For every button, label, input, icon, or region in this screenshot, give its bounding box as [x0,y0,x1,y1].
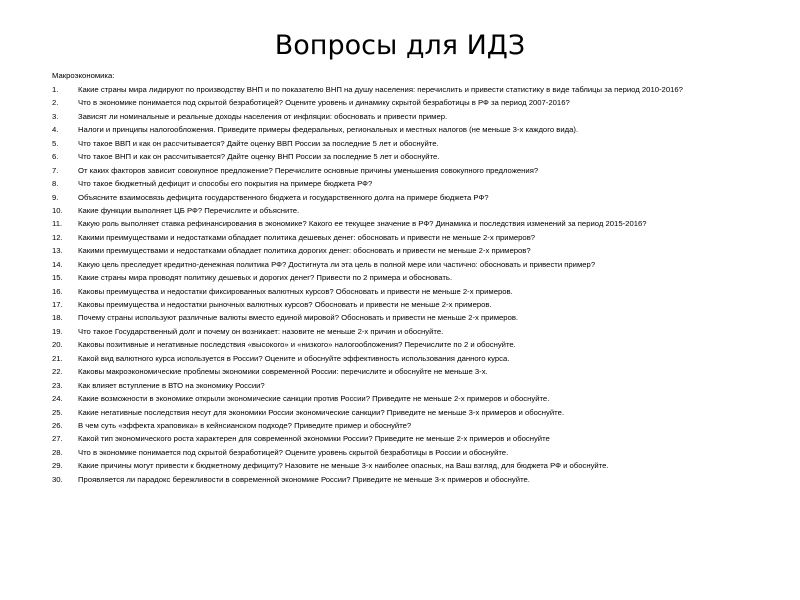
question-item [52,97,752,108]
question-item [52,165,752,176]
question-item [52,447,752,458]
question-number: 8. [52,179,59,189]
page-title: Вопросы для ИДЗ [274,30,526,61]
question-item [52,272,752,283]
question-item [52,407,752,418]
question-list-container [52,70,752,487]
question-number: 19. [52,326,63,336]
question-item [52,286,752,297]
question-text: Что в экономике понимается под скрытой безработицей? Оцените уровень скрытой безработицы в России и обоснуйте. [78,447,509,457]
question-text: Какой тип экономического роста характерен для современной экономики России? Приведите не меньше 2-х примеров и обоснуйте [78,434,550,444]
question-number: 27. [52,434,63,444]
question-text: Проявляется ли парадокс бережливости в современной экономике России? Приведите не меньше 3-х примеров и обоснуйте. [78,474,530,484]
question-text: Каковы преимущества и недостатки фиксированных валютных курсов? Обосновать и привести не меньше 2-х примеров. [78,286,513,296]
question-text: Какие страны мира лидируют по производству ВНП и по показателю ВНП на душу населения: перечислить и привести статистику в виде таблицы за период 2010-2016? [78,85,683,94]
question-number: 29. [52,461,63,471]
question-number: 6. [52,152,59,162]
question-item [52,339,752,350]
question-text: Какую цель преследует кредитно-денежная политика РФ? Достигнута ли эта цель в полной мере или частично: обосновать и привести пример? [78,259,596,269]
question-number: 17. [52,300,63,309]
question-text: Какие негативные последствия несут для экономики России экономические санкции? Приведите не меньше 3-х примеров и обоснуйте. [78,407,564,417]
question-number: 21. [52,353,63,363]
question-item [52,380,752,391]
question-number: 24. [52,394,63,404]
question-text: Что в экономике понимается под скрытой безработицей? Оцените уровень и динамику скрытой безработицы в РФ за период 2007-2016? [78,98,570,108]
question-item [52,124,752,135]
question-item [52,299,752,310]
question-number: 22. [52,367,63,377]
question-item [52,393,752,404]
question-number: 14. [52,259,63,269]
question-item [52,474,752,485]
question-number: 10. [52,205,63,215]
question-number: 1. [52,85,59,94]
question-number: 11. [52,219,63,229]
question-text: Какие страны мира проводят политику дешевых и дорогих денег? Привести по 2 примера и обосновать. [78,273,453,283]
question-item [52,178,752,189]
question-text: Каковы преимущества и недостатки рыночных валютных курсов? Обосновать и привести не меньше 2-х примеров. [78,300,492,309]
question-item [52,312,752,323]
question-item [52,366,752,377]
question-text: Что такое ВВП и как он рассчитывается? Дайте оценку ВВП России за последние 5 лет и обоснуйте. [78,138,439,148]
question-item [52,433,752,444]
question-text: Зависят ли номинальные и реальные доходы населения от инфляции: обосновать и привести пример. [78,111,448,121]
question-text: Объясните взаимосвязь дефицита государственного бюджета и государственного долга на примере бюджета РФ? [78,192,489,202]
question-number: 9. [52,192,59,202]
question-text: Какую роль выполняет ставка рефинансирования в экономике? Какого ее текущее значение в РФ? Динамика и последствия изменений за период 2015-2016? [78,219,647,229]
question-text: Что такое Государственный долг и почему он возникает: назовите не меньше 2-х причин и обоснуйте. [78,326,444,336]
question-number: 3. [52,111,59,121]
question-item [52,192,752,203]
question-text: Каковы макроэкономические проблемы экономики современной России: перечислите и обоснуйте не меньше 3-х. [78,367,488,377]
question-text: Что такое бюджетный дефицит и способы его покрытия на примере бюджета РФ? [78,179,373,189]
question-text: Что такое ВНП и как он рассчитывается? Дайте оценку ВНП России за последние 5 лет и обоснуйте. [78,152,440,162]
question-item [52,138,752,149]
question-item [52,326,752,337]
question-number: 15. [52,273,63,283]
question-text: Какие причины могут привести к бюджетному дефициту? Назовите не меньше 3-х наиболее опасных, на Ваш взгляд, для бюджета РФ и обоснуйте. [78,461,609,471]
question-number: 4. [52,125,59,135]
question-item [52,353,752,364]
question-number: 30. [52,474,63,484]
question-number: 25. [52,407,63,417]
question-text: Как влияет вступление в ВТО на экономику России? [78,380,265,390]
question-item [52,232,752,243]
question-text: Каковы позитивные и негативные последствия «высокого» и «низкого» налогообложения? Перечислите по 2 и обоснуйте. [78,340,516,350]
question-item [52,111,752,122]
question-item [52,420,752,431]
question-text: В чем суть «эффекта храповика» в кейнсианском подходе? Приведите пример и обоснуйте? [78,420,412,430]
question-text: Налоги и принципы налогообложения. Приведите примеры федеральных, региональных и местных налогов (не меньше 3-х каждого вида). [78,125,579,135]
question-text: Какими преимуществами и недостатками обладает политика дорогих денег: обосновать и привести не меньше 2-х примеров? [78,246,531,256]
question-number: 5. [52,138,59,148]
question-text: Какими преимуществами и недостатками обладает политика дешевых денег: обосновать и привести не меньше 2-х примеров? [78,232,536,242]
question-item [52,460,752,471]
question-item [52,151,752,162]
question-number: 26. [52,420,63,430]
question-number: 18. [52,313,63,323]
question-text: Почему страны используют различные валюты вместо единой мировой? Обосновать и привести не меньше 2-х примеров. [78,313,519,323]
question-item [52,84,752,95]
question-list [52,84,752,485]
question-text: От каких факторов зависит совокупное предложение? Перечислите основные причины уменьшения совокупного предложения? [78,165,539,175]
question-number: 23. [52,380,63,390]
question-number: 16. [52,286,63,296]
question-item [52,259,752,270]
question-number: 7. [52,165,59,175]
question-number: 2. [52,98,59,108]
question-number: 28. [52,447,63,457]
question-number: 20. [52,340,63,350]
question-text: Какие функции выполняет ЦБ РФ? Перечислите и объясните. [78,205,300,215]
question-text: Какой вид валютного курса используется в России? Оцените и обоснуйте эффективность использования данного курса. [78,353,510,363]
question-text: Какие возможности в экономике открыли экономические санкции против России? Приведите не меньше 2-х примеров и обоснуйте. [78,394,550,404]
question-item [52,205,752,216]
section-heading: Макроэкономика: [52,71,115,80]
question-item [52,218,752,229]
question-number: 13. [52,246,63,256]
question-item [52,245,752,256]
question-number: 12. [52,232,63,242]
